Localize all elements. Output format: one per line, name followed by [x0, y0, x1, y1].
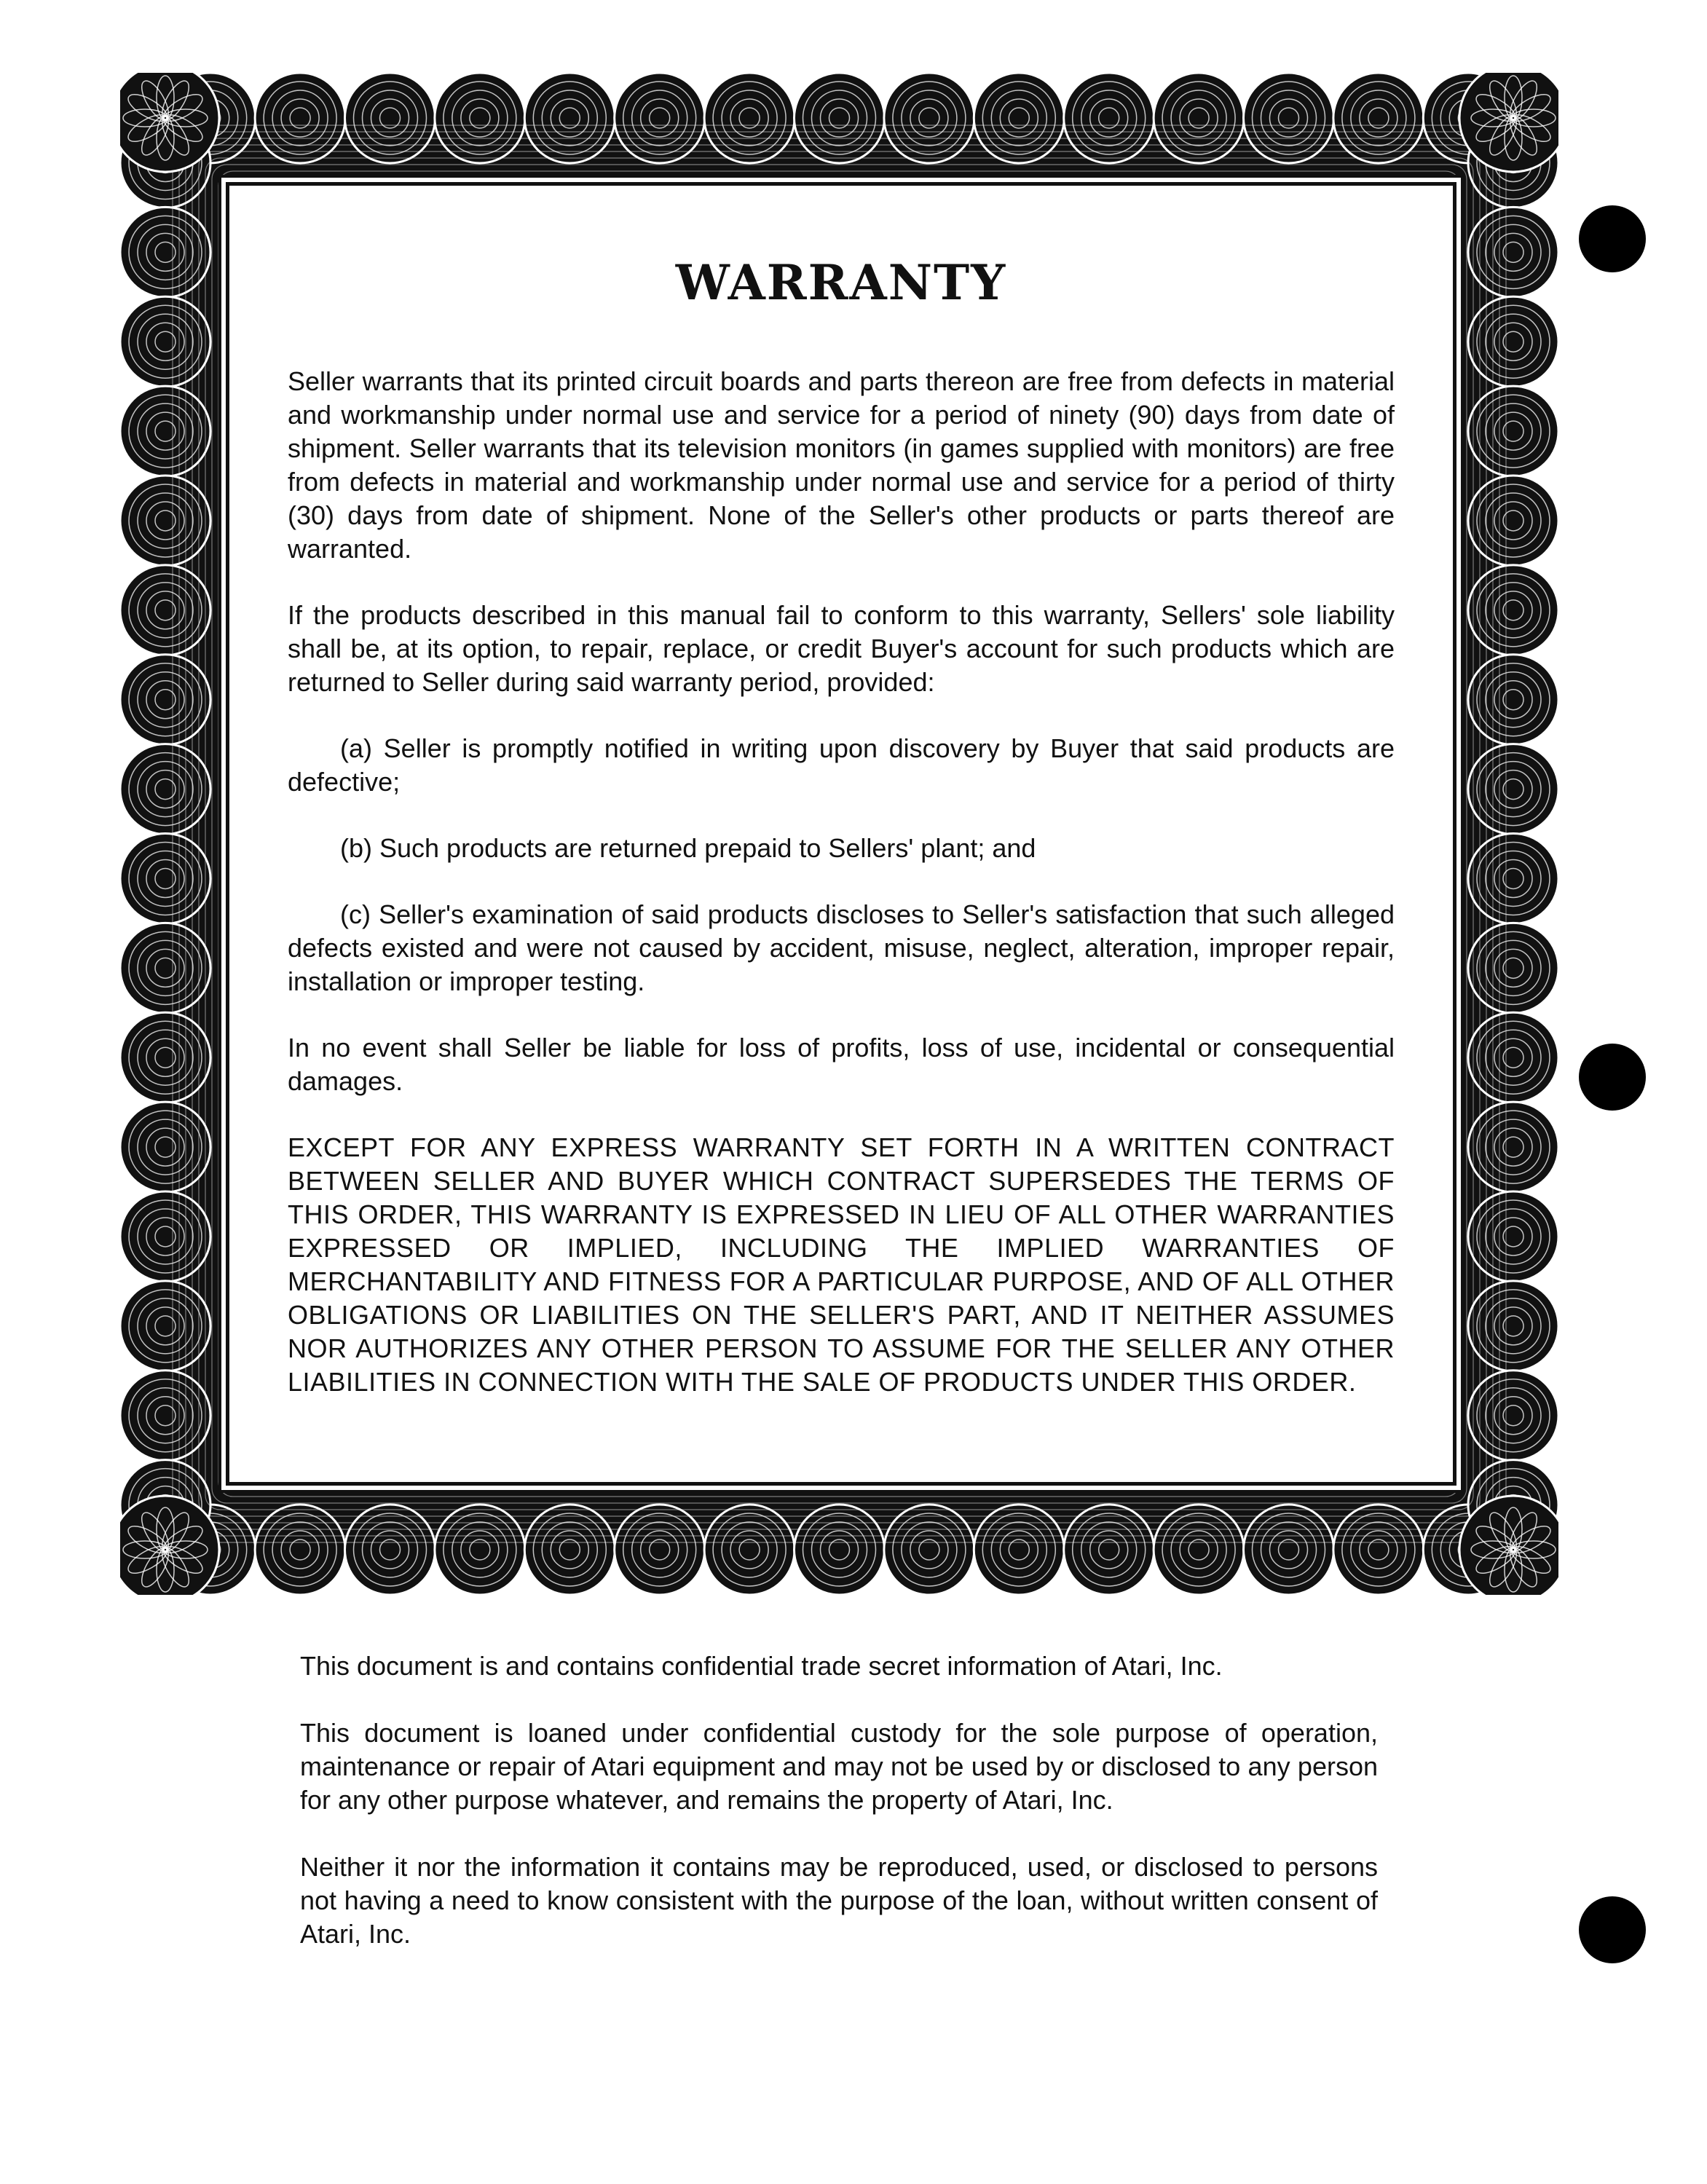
binder-hole-bottom: [1579, 1896, 1646, 1963]
warranty-panel: [226, 182, 1456, 1486]
warranty-paragraph-2: If the products described in this manual fail to conform to this warranty, Sellers' sole liability shall be, at its option, to repair, replace, or credit Buyer's account for such products which are returned to Seller during said warranty period, provided:: [288, 600, 1395, 697]
warranty-paragraph-3: In no event shall Seller be liable for loss of profits, loss of use, incidental or consequential damages.: [288, 1033, 1395, 1096]
footer-paragraph-3: Neither it nor the information it contains may be reproduced, used, or disclosed to persons not having a need to know consistent with the purpose of the loan, without written consent of Atari, Inc.: [300, 1852, 1378, 1949]
warranty-item-a: (a) Seller is promptly notified in writing upon discovery by Buyer that said products are defective;: [288, 733, 1395, 797]
binder-hole-top: [1579, 205, 1646, 272]
warranty-title: WARRANTY: [675, 254, 1007, 311]
warranty-item-b: (b) Such products are returned prepaid to Sellers' plant; and: [340, 833, 1036, 863]
warranty-disclaimer: EXCEPT FOR ANY EXPRESS WARRANTY SET FORTH IN A WRITTEN CONTRACT BETWEEN SELLER AND BUYER WHICH CONTRACT SUPERSEDES THE TERMS OF THIS ORDER, THIS WARRANTY IS EXPRESSED IN LIEU OF ALL OTHER WARRANTIES EXPRESSED OR IMPLIED, INCLUDING THE IMPLIED WARRANTIES OF MERCHANTABILITY AND FITNESS FOR A PARTICULAR PURPOSE, AND OF ALL OTHER OBLIGATIONS OR LIABILITIES ON THE SELLER'S PART, AND IT NEITHER ASSUMES NOR AUTHORIZES ANY OTHER PERSON TO ASSUME FOR THE SELLER ANY OTHER LIABILITIES IN CONNECTION WITH THE SALE OF PRODUCTS UNDER THIS ORDER.: [288, 1132, 1395, 1397]
confidentiality-notice: [300, 1649, 1378, 1984]
warranty-item-c: (c) Seller's examination of said products discloses to Seller's satisfaction that such alleged defects existed and were not caused by accident, misuse, neglect, alteration, improper repair, installation or improper testing.: [288, 899, 1395, 996]
binder-hole-middle: [1579, 1044, 1646, 1111]
footer-paragraph-1: This document is and contains confidential trade secret information of Atari, Inc.: [300, 1651, 1223, 1681]
footer-paragraph-2: This document is loaned under confidential custody for the sole purpose of operation, maintenance or repair of Atari equipment and may not be used by or disclosed to any person for any other purpose whatever, and remains the property of Atari, Inc.: [300, 1718, 1378, 1815]
warranty-paragraph-1: Seller warrants that its printed circuit boards and parts thereon are free from defects in material and workmanship under normal use and service for a period of ninety (90) days from date of shipment. Seller warrants that its television monitors (in games supplied with monitors) are free from defects in material and workmanship under normal use and service for a period of thirty (30) days from date of shipment. None of the Seller's other products or parts thereof are warranted.: [288, 366, 1395, 564]
warranty-content: [288, 254, 1395, 1432]
